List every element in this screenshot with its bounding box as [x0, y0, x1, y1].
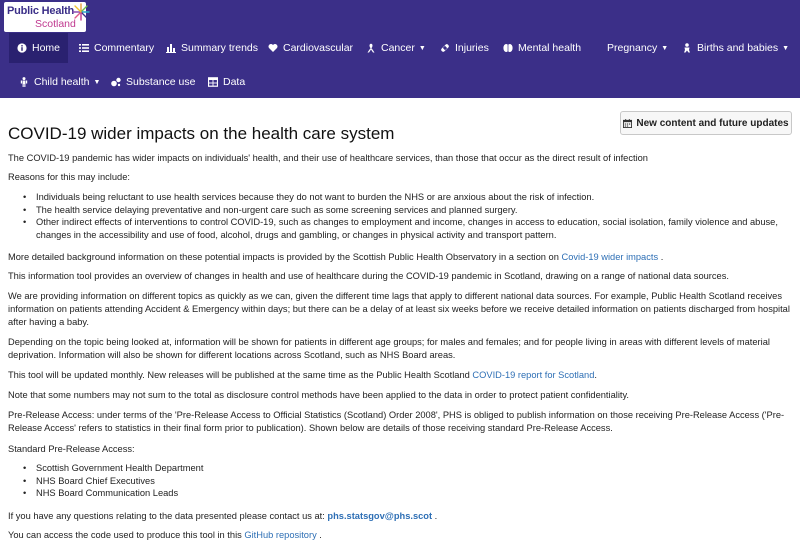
- monthly-text: This tool will be updated monthly. New releases will be published at the same time as the Public Health Scotland: [8, 370, 470, 380]
- list-item: • NHS Board Communication Leads: [36, 487, 800, 500]
- list-icon: [79, 43, 89, 53]
- monthly-paragraph: This tool will be updated monthly. New releases will be published at the same time as the Public Health Scotland COVID-19 report for Scotland.: [8, 370, 597, 380]
- contact-email-link[interactable]: phs.statsgov@phs.scot: [327, 511, 433, 521]
- covid-report-link[interactable]: COVID-19 report for Scotland: [472, 370, 595, 380]
- chevron-down-icon: ▼: [782, 44, 790, 52]
- groups-paragraph: Depending on the topic being looked at, information will be shown for patients in different age groups; for males and females; and for people living in areas with different levels of material deprivation. Information will also be shown for different locations across Scotland, such as NHS Board areas.: [8, 337, 770, 360]
- baby-icon: [682, 43, 692, 53]
- list-item: • NHS Board Chief Executives: [36, 475, 800, 488]
- intro-paragraph: The COVID-19 pandemic has wider impacts on individuals' health, and their use of healthcare services, than those that occur as the direct result of infection: [8, 153, 648, 163]
- brain-icon: [503, 43, 513, 53]
- nav-commentary[interactable]: [79, 33, 154, 63]
- ribbon-icon: [366, 43, 376, 53]
- nav-label: Child health: [34, 76, 90, 88]
- bubbles-icon: [111, 77, 121, 87]
- github-repository-link[interactable]: GitHub repository: [244, 530, 317, 540]
- standard-heading: Standard Pre-Release Access:: [8, 444, 135, 454]
- reasons-heading: Reasons for this may include:: [8, 172, 130, 182]
- nav-label: Injuries: [455, 42, 489, 54]
- nav-label: Home: [32, 42, 61, 54]
- nav-cancer[interactable]: [366, 33, 426, 63]
- nav-label: Data: [223, 76, 246, 88]
- nav-substance-use[interactable]: [111, 67, 195, 97]
- prerelease-paragraph: Pre-Release Access: under terms of the 'Pre-Release Access to Official Statistics (Scotland) Order 2008', PHS is obliged to publish information on those receiving Pre-Release Access ('Pre-Release Access' refers to statistics in their final form prior to publication). Shown below are details of those receiving standard Pre-Release Access.: [8, 410, 785, 433]
- nav-label: Summary trends: [181, 42, 259, 54]
- covid-wider-impacts-link[interactable]: Covid-19 wider impacts: [561, 252, 659, 262]
- nav-label: Cancer: [381, 42, 415, 54]
- logo-star-icon: [72, 3, 90, 21]
- standard-list: [22, 462, 800, 500]
- chevron-down-icon: ▼: [661, 44, 669, 52]
- contact-text: If you have any questions relating to the data presented please contact us at:: [8, 511, 325, 521]
- nav-pregnancy[interactable]: [607, 33, 668, 63]
- reasons-list: [22, 191, 800, 241]
- chevron-down-icon: ▼: [418, 44, 426, 52]
- logo-text-line1: Public Health: [7, 5, 75, 17]
- info-circle-icon: [17, 43, 27, 53]
- nav-child-health[interactable]: [19, 67, 100, 97]
- new-content-button[interactable]: [620, 111, 792, 135]
- child-icon: [19, 77, 29, 87]
- list-item: • Individuals being reluctant to use health services because they do not want to burden the NHS or are anxious about the risk of infection.: [36, 191, 800, 204]
- code-text: You can access the code used to produce this tool in this: [8, 530, 242, 540]
- timelags-paragraph: We are providing information on different topics as quickly as we can, given the different time lags that apply to different national data sources. For example, Public Health Scotland receives information on patients attending Accident & Emergency within days; but there can be a delay of at least six weeks before we receive detailed information on patients discharged from hospital after having a baby.: [8, 291, 790, 327]
- chevron-down-icon: ▼: [93, 78, 101, 86]
- nav-births-and-babies[interactable]: [682, 33, 789, 63]
- nav-injuries[interactable]: [440, 33, 489, 63]
- bandage-icon: [440, 43, 450, 53]
- nav-summary-trends[interactable]: [166, 33, 258, 63]
- nav-label: Mental health: [518, 42, 582, 54]
- bar-chart-icon: [166, 43, 176, 53]
- heart-icon: [268, 43, 278, 53]
- list-item: • Other indirect effects of interventions to control COVID-19, such as changes to employment and income, changes in access to education, social isolation, family violence and abuse, changes in the accessibility and use of food, alcohol, drugs and gambling, or changes in physical activity and transport pattern.: [36, 216, 800, 241]
- new-content-button-label: New content and future updates: [636, 117, 789, 129]
- page-title: COVID-19 wider impacts on the health care system: [8, 124, 395, 143]
- nav-cardiovascular[interactable]: [268, 33, 353, 63]
- list-item: • Scottish Government Health Department: [36, 462, 800, 475]
- nav-label: Cardiovascular: [283, 42, 354, 54]
- background-paragraph: More detailed background information on these potential impacts is provided by the Scottish Public Health Observatory in a section on Covid-19 wider impacts .: [8, 252, 664, 262]
- nav-label: Pregnancy: [607, 42, 658, 54]
- logo-text-line2: Scotland: [35, 18, 76, 30]
- nav-label: Substance use: [126, 76, 196, 88]
- nav-label: Births and babies: [697, 42, 779, 54]
- calendar-icon: [623, 119, 632, 128]
- list-item: • The health service delaying preventative and non-urgent care such as some screening services and planned surgery.: [36, 204, 800, 217]
- code-paragraph: You can access the code used to produce this tool in this GitHub repository .: [8, 530, 322, 540]
- nav-data[interactable]: [208, 67, 245, 97]
- nav-label: Commentary: [94, 42, 155, 54]
- phs-logo[interactable]: [4, 2, 86, 32]
- contact-paragraph: If you have any questions relating to the data presented please contact us at: phs.statsgov@phs.scot .: [8, 511, 438, 521]
- table-icon: [208, 77, 218, 87]
- top-navbar: [0, 0, 800, 98]
- disclosure-paragraph: Note that some numbers may not sum to the total as disclosure control methods have been applied to the data in order to protect patient confidentiality.: [8, 390, 630, 400]
- overview-paragraph: This information tool provides an overview of changes in health and use of healthcare during the COVID-19 pandemic in Scotland, drawing on a range of national data sources.: [8, 271, 729, 281]
- nav-home[interactable]: [9, 33, 68, 63]
- nav-mental-health[interactable]: [503, 33, 581, 63]
- background-text: More detailed background information on these potential impacts is provided by the Scottish Public Health Observatory in a section on: [8, 252, 559, 262]
